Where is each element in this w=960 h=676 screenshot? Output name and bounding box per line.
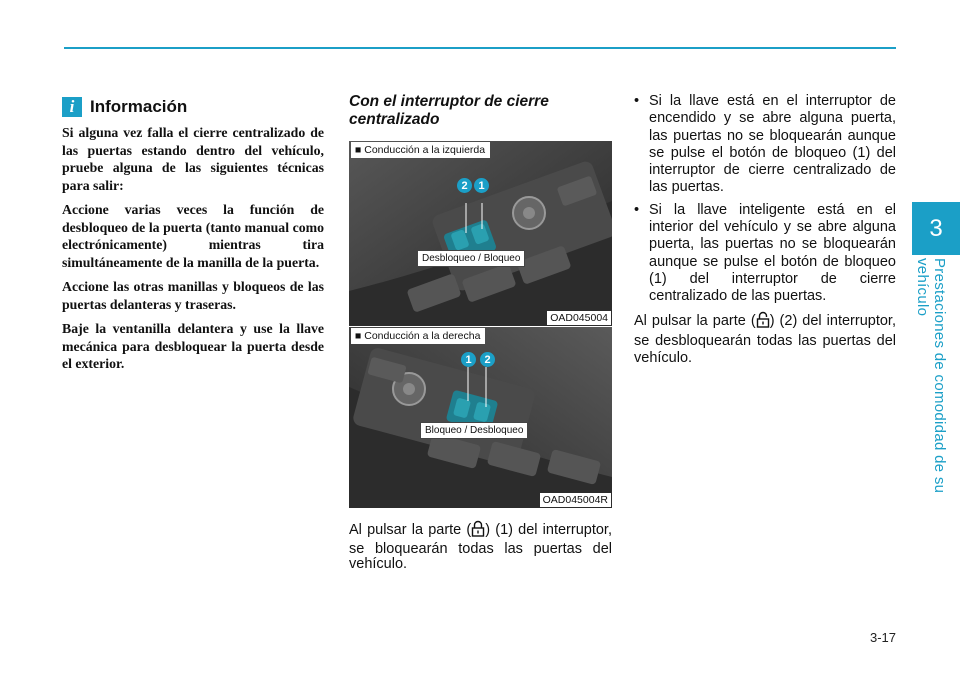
list-item: • Si la llave inteligente está en el interior del vehículo y se abre alguna puerta, las puertas no se bloquearán aunque se pulse el botón de bloqueo (1) del interruptor de cierre centralizado de las puertas. (634, 202, 896, 306)
central-lock-section (349, 93, 612, 572)
unlock-text-after: ) (2) del interruptor, se desbloquearán todas las puertas del vehículo. (634, 312, 896, 366)
unlock-icon (756, 311, 770, 333)
lock-instruction (349, 520, 612, 573)
info-icon: i (62, 97, 82, 117)
unlock-text-before: Al pulsar la parte ( (634, 312, 756, 329)
unlock-instruction (634, 311, 896, 367)
figure-caption: ■ Conducción a la izquierda (351, 142, 490, 158)
chapter-title: Prestaciones de comodidad de su vehículo (914, 258, 948, 494)
chapter-tab: 3 (912, 202, 960, 255)
info-paragraph: Accione las otras manillas y bloqueos de las puertas delanteras y traseras. (62, 279, 324, 312)
info-title: Información (90, 97, 188, 116)
list-item: • Si la llave está en el interruptor de encendido y se abre alguna puerta, las puertas no se bloquearán aunque se pulse el botón de bloqueo (1) del interruptor de cierre centralizado de las puertas. (634, 93, 896, 197)
notes-list (634, 93, 896, 306)
door-panel-illustration (349, 141, 612, 326)
lock-text-before: Al pulsar la parte ( (349, 522, 472, 538)
callout-badge: 1 (474, 178, 489, 193)
lock-notes (634, 93, 896, 367)
switch-callout: Desbloqueo / Bloqueo (417, 250, 525, 267)
callout-badge: 1 (461, 352, 476, 367)
info-paragraph: Accione varias veces la función de desbloqueo de la puerta (tanto manual como electrónicamente) mientras tira simultáneamente de la manilla de la puerta. (62, 202, 324, 270)
info-paragraph: Si alguna vez falla el cierre centralizado de las puertas estando dentro del vehículo, pruebe alguna de las siguientes técnicas para salir: (62, 125, 324, 193)
lock-icon (471, 520, 485, 542)
callout-badge: 2 (457, 178, 472, 193)
callout-badge: 2 (480, 352, 495, 367)
figure-code: OAD045004R (540, 493, 611, 507)
lock-text-after: ) (1) del interruptor, se bloquearán todas las puertas del vehículo. (349, 522, 612, 572)
info-header (62, 96, 324, 118)
section-title: Con el interruptor de cierre centralizado (349, 93, 549, 128)
info-box (62, 96, 324, 380)
info-paragraph: Baje la ventanilla delantera y use la llave mecánica para desbloquear la puerta desde el exterior. (62, 321, 324, 371)
page-number: 3-17 (869, 630, 896, 645)
door-switch-photo-rhd (349, 326, 612, 508)
figure-caption: ■ Conducción a la derecha (351, 328, 485, 344)
door-switch-photo-lhd (349, 141, 612, 326)
figure-code: OAD045004 (547, 311, 611, 325)
header-rule (64, 47, 896, 49)
switch-callout: Bloqueo / Desbloqueo (420, 422, 528, 439)
